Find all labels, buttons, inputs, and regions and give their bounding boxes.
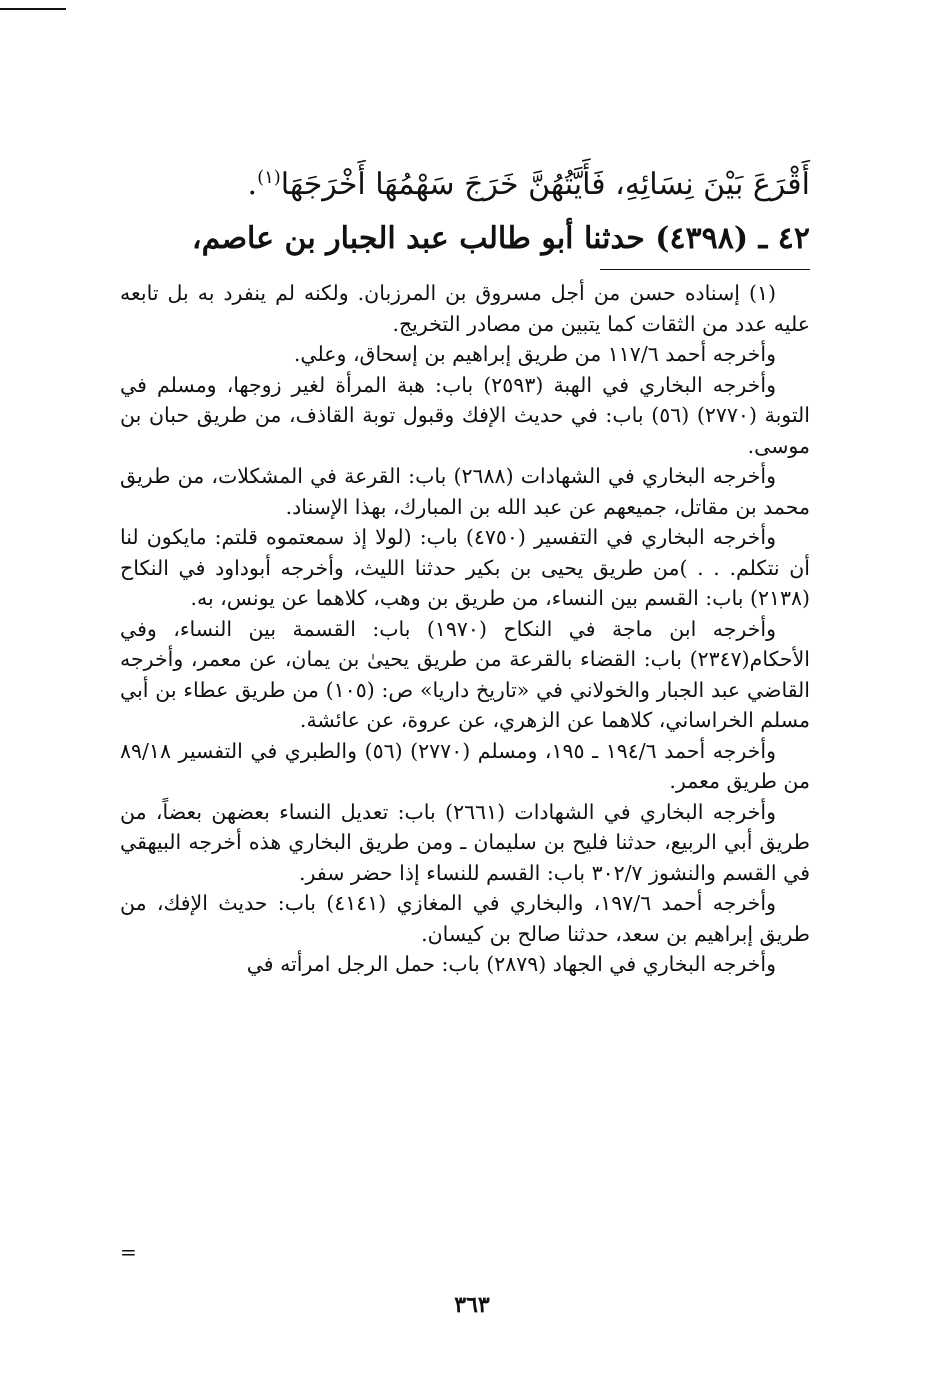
page-number: ٣٦٣ xyxy=(454,1292,490,1318)
continuation-mark: = xyxy=(120,1240,137,1264)
footnote-paragraph: (١) إسناده حسن من أجل مسروق بن المرزبان. ولكنه لم ينفرد به بل تابعه عليه عدد من الثقات كما يتبين من مصادر التخريج. xyxy=(120,281,810,336)
footnote-paragraph: وأخرجه البخاري في الهبة (٢٥٩٣) باب: هبة المرأة لغير زوجها، ومسلم في التوبة (٢٧٧٠) (٥٦) باب: في حديث الإفك وقبول توبة القاذف، من طريق حبان بن موسى. xyxy=(120,372,810,458)
footnote-marker: (١) xyxy=(257,167,281,188)
footnote-paragraph: وأخرجه أحمد ١١٧/٦ من طريق إبراهيم بن إسحاق، وعلي. xyxy=(293,342,776,366)
footnote-paragraph: وأخرجه البخاري في الشهادات (٢٦٨٨) باب: القرعة في المشكلات، من طريق محمد بن مقاتل، جميعهم عن عبد الله بن المبارك، بهذا الإسناد. xyxy=(120,464,810,519)
footnote-paragraph: وأخرجه ابن ماجة في النكاح (١٩٧٠) باب: القسمة بين النساء، وفي الأحكام(٢٣٤٧) باب: القضاء بالقرعة من طريق يحيىٰ بن يمان، عن معمر، وأخرجه القاضي عبد الجبار والخولاني في «تاريخ داريا» ص: (١٠٥) من طريق عطاء بن أبي مسلم الخراساني، كلاهما عن الزهري، عن عروة، عن عائشة. xyxy=(120,616,811,732)
hadith-heading: ٤٢ ـ (٤٣٩٨) حدثنا أبو طالب عبد الجبار بن عاصم، xyxy=(191,221,810,256)
footnote-paragraph: وأخرجه البخاري في الشهادات (٢٦٦١) باب: تعديل النساء بعضهن بعضاً، من طريق أبي الربيع، حدثنا فليح بن سليمان ـ ومن طريق البخاري هذه أخرجه البيهقي في القسم والنشوز ٣٠٢/٧ باب: القسم للنساء إذا حضر سفر. xyxy=(120,799,810,885)
footnote-paragraph: وأخرجه البخاري في التفسير (٤٧٥٠) باب: (لولا إذ سمعتموه قلتم: مايكون لنا أن نتكلم. . . )من طريق يحيى بن بكير حدثنا الليث، وأخرجه أبوداود في النكاح (٢١٣٨) باب: القسم بين النساء، من طريق بن وهب، كلاهما عن يونس، به. xyxy=(120,525,810,610)
verse-text: أَقْرَعَ بَيْنَ نِسَائِهِ، فَأَيَّتُهُنَّ خَرَجَ سَهْمُهَا أَخْرَجَهَا xyxy=(280,167,810,202)
corner-rule xyxy=(0,8,66,10)
page-body xyxy=(120,150,810,980)
footnote-paragraph: وأخرجه أحمد ١٩٧/٦، والبخاري في المغازي (٤١٤١) باب: حديث الإفك، من طريق إبراهيم بن سعد، حدثنا صالح بن كيسان. xyxy=(120,891,810,946)
footnote-separator xyxy=(600,269,810,270)
footnotes-section xyxy=(120,278,810,980)
footnote-paragraph: وأخرجه أحمد ١٩٤/٦ ـ ١٩٥، ومسلم (٢٧٧٠) (٥٦) والطبري في التفسير ٨٩/١٨ من طريق معمر. xyxy=(120,738,810,793)
verse-end: . xyxy=(247,167,258,202)
verse-line xyxy=(120,150,810,213)
footnote-paragraph: وأخرجه البخاري في الجهاد (٢٨٧٩) باب: حمل الرجل امرأته في xyxy=(246,952,776,976)
